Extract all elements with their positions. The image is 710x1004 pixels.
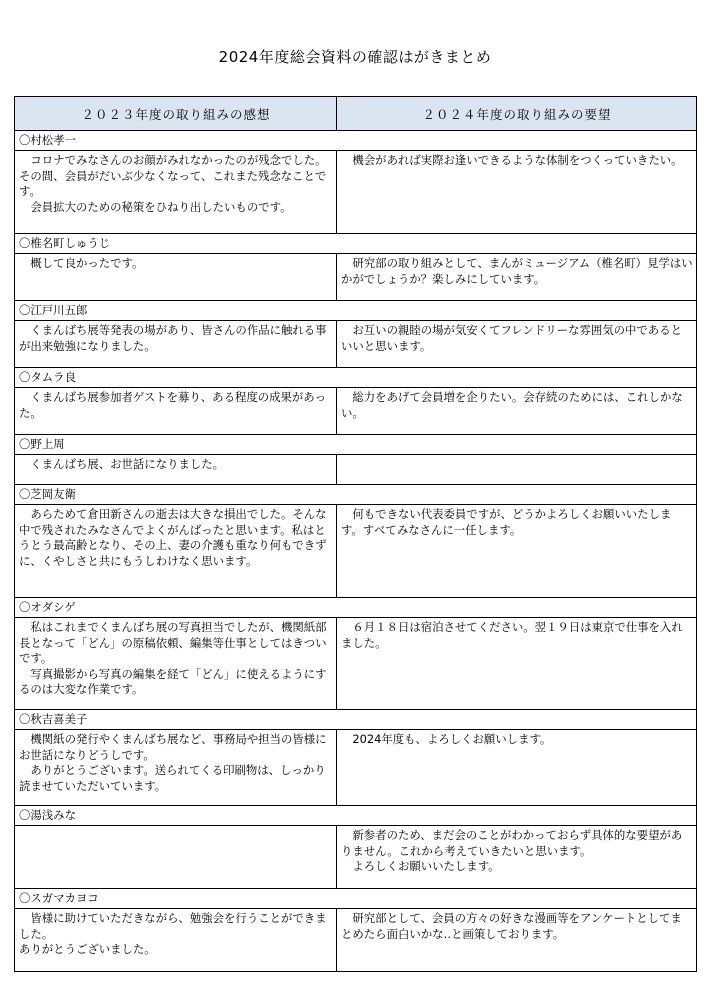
member-name-row <box>15 806 697 826</box>
impression-cell: 皆様に助けていただきながら、勉強会を行うことができました。 ありがとうございました。 <box>15 909 337 972</box>
request-cell: お互いの親睦の場が気安くてフレンドリーな雰囲気の中であるといいと思います。 <box>337 321 697 368</box>
member-comment-row <box>15 321 697 368</box>
member-comment-row <box>15 618 697 710</box>
request-cell: 何もできない代表委員ですが、どうかよろしくお願いいたします。すべてみなさんに一任します。 <box>337 505 697 598</box>
impression-cell: くまんばち展、お世話になりました。 <box>15 455 337 485</box>
member-name: 〇オダシゲ <box>15 598 697 618</box>
impression-cell <box>15 826 337 889</box>
request-cell: ６月１８日は宿泊させてください。翌１９日は東京で仕事を入れました。 <box>337 618 697 710</box>
member-comment-row <box>15 909 697 972</box>
member-name: 〇湯浅みな <box>15 806 697 826</box>
request-cell: 研究部の取り組みとして、まんがミュージアム（椎名町）見学はいかがでしょうか？楽しみにしています。 <box>337 254 697 301</box>
member-name: 〇江戸川五郎 <box>15 301 697 321</box>
document-title: 2024年度総会資料の確認はがきまとめ <box>218 48 492 66</box>
impression-cell: くまんばち展等発表の場があり、皆さんの作品に触れる事が出来勉強になりました。 <box>15 321 337 368</box>
member-name-row <box>15 368 697 388</box>
member-name: 〇秋吉喜美子 <box>15 710 697 730</box>
request-cell: 機会があれば実際お逢いできるような体制をつくっていきたい。 <box>337 151 697 234</box>
request-cell: 新参者のため、まだ会のことがわかっておらず具体的な要望がありません。これから考えていきたいと思います。 よろしくお願いいたします。 <box>337 826 697 889</box>
request-cell <box>337 455 697 485</box>
impression-cell: くまんばち展参加者ゲストを募り、ある程度の成果があった。 <box>15 388 337 435</box>
impression-cell: 機関紙の発行やくまんばち展など、事務局や担当の皆様にお世話になりどうしです。 ありがとうございます。送られてくる印刷物は、しっかり読ませていただいています。 <box>15 730 337 806</box>
member-comment-row <box>15 730 697 806</box>
member-comment-row <box>15 455 697 485</box>
member-name: 〇椎名町しゅうじ <box>15 234 697 254</box>
impression-cell: 私はこれまでくまんばち展の写真担当でしたが、機関紙部長となって「どん」の原稿依頼、編集等仕事としてはきついです。 写真撮影から写真の編集を経て「どん」に使えるようにするのは大変な作業です。 <box>15 618 337 710</box>
member-name: 〇村松孝一 <box>15 131 697 151</box>
table-header-row <box>15 97 697 131</box>
member-name: 〇タムラ良 <box>15 368 697 388</box>
member-comment-row <box>15 254 697 301</box>
impression-cell: 概して良かったです。 <box>15 254 337 301</box>
member-name-row <box>15 598 697 618</box>
header-2024-requests: ２０２４年度の取り組みの要望 <box>337 97 697 131</box>
member-comment-row <box>15 505 697 598</box>
request-cell: 2024年度も、よろしくお願いします。 <box>337 730 697 806</box>
member-comment-row <box>15 151 697 234</box>
member-name-row <box>15 710 697 730</box>
member-comment-row <box>15 826 697 889</box>
impression-cell: コロナでみなさんのお顔がみれなかったのが残念でした。その間、会員がだいぶ少なくなって、これまた残念なことです。 会員拡大のための秘策をひねり出したいものです。 <box>15 151 337 234</box>
member-name-row <box>15 301 697 321</box>
member-name: 〇芝岡友衛 <box>15 485 697 505</box>
survey-table <box>14 96 697 972</box>
header-2023-impressions: ２０２３年度の取り組みの感想 <box>15 97 337 131</box>
impression-cell: あらためて倉田新さんの逝去は大きな損出でした。そんな中で残されたみなさんでよくがんばったと思います。私はとうとう最高齢となり、その上、妻の介護も重なり何もできずに、くやしさと共にもうしわけなく思います。 <box>15 505 337 598</box>
member-name-row <box>15 435 697 455</box>
request-cell: 研究部として、会員の方々の好きな漫画等をアンケートとしてまとめたら面白いかな‥と画策しております。 <box>337 909 697 972</box>
request-cell: 総力をあげて会員増を企りたい。会存続のためには、これしかない。 <box>337 388 697 435</box>
member-comment-row <box>15 388 697 435</box>
member-name: 〇野上周 <box>15 435 697 455</box>
member-name-row <box>15 131 697 151</box>
member-name: 〇スガマカヨコ <box>15 889 697 909</box>
member-name-row <box>15 234 697 254</box>
member-name-row <box>15 485 697 505</box>
member-name-row <box>15 889 697 909</box>
